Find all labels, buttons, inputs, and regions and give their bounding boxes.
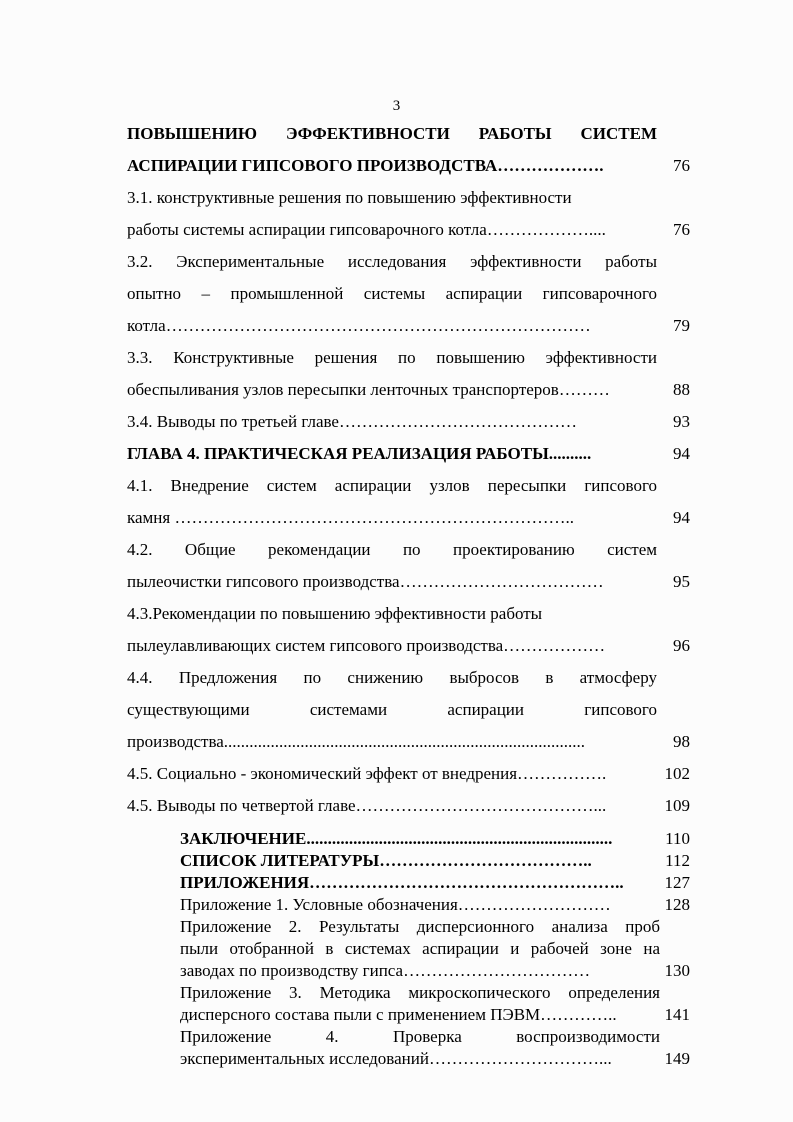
toc-entry-page: 95: [673, 572, 690, 591]
appendix-entry-text: пыли отобранной в системах аспирации и рабочей зоне на: [180, 939, 660, 958]
appendix-row: [180, 894, 690, 916]
toc-row: [127, 790, 690, 822]
appendix-row: [180, 1048, 690, 1070]
appendix-entry-page: 110: [665, 829, 690, 848]
toc-entry-text: работы системы аспирации гипсоварочного котла………………....: [127, 220, 606, 239]
toc-entry-text: 4.5. Социально - экономический эффект от внедрения…………….: [127, 764, 607, 783]
toc-entry-text: 4.2. Общие рекомендации по проектированию систем: [127, 540, 657, 559]
toc-row: [127, 118, 690, 150]
toc-entry-text: пылеочистки гипсового производства………………………………: [127, 572, 604, 591]
appendix-entry-text: экспериментальных исследований…………………………...: [180, 1049, 612, 1068]
toc-row: [127, 726, 690, 758]
toc-entry-text: камня ……………………………………………………………..: [127, 508, 574, 527]
toc-row: [127, 214, 690, 246]
toc-entry-text: 4.4. Предложения по снижению выбросов в атмосферу: [127, 668, 657, 687]
toc-entry-text: существующими системами аспирации гипсового: [127, 700, 657, 719]
toc-entry-text: котла…………………………………………………………………: [127, 316, 591, 335]
toc-row: [127, 246, 690, 278]
appendix-entry-page: 112: [665, 851, 690, 870]
toc-row: [127, 310, 690, 342]
appendix-entry-text: дисперсного состава пыли с применением ПЭВМ…………..: [180, 1005, 617, 1024]
toc-row: [127, 598, 690, 630]
toc-entry-page: 93: [673, 412, 690, 431]
toc-row: [127, 150, 690, 182]
appendix-row: [180, 982, 690, 1004]
toc-entry-page: 94: [673, 444, 690, 463]
toc-entry-text: опытно – промышленной системы аспирации гипсоварочного: [127, 284, 657, 303]
toc-entry-text: обеспыливания узлов пересыпки ленточных транспортеров………: [127, 380, 610, 399]
appendix-row: [180, 850, 690, 872]
appendix-entry-text: Приложение 2. Результаты дисперсионного анализа проб: [180, 917, 660, 936]
toc-entry-page: 76: [673, 220, 690, 239]
toc-entry-text: 4.5. Выводы по четвертой главе……………………………………...: [127, 796, 607, 815]
appendix-row: [180, 828, 690, 850]
appendix-row: [180, 1004, 690, 1026]
toc-entry-text: 3.2. Экспериментальные исследования эффективности работы: [127, 252, 657, 271]
appendix-row: [180, 872, 690, 894]
appendix-entry-page: 149: [664, 1049, 690, 1068]
toc-row: [127, 374, 690, 406]
page-number: 3: [392, 98, 401, 114]
toc-row: [127, 502, 690, 534]
appendix-entry-text: Приложение 4. Проверка воспроизводимости: [180, 1027, 660, 1046]
table-of-contents: [127, 118, 690, 822]
toc-entry-text: ПОВЫШЕНИЮ ЭФФЕКТИВНОСТИ РАБОТЫ СИСТЕМ: [127, 124, 657, 143]
toc-row: [127, 182, 690, 214]
appendix-entry-text: СПИСОК ЛИТЕРАТУРЫ………………………………..: [180, 851, 592, 870]
toc-entry-page: 94: [673, 508, 690, 527]
toc-row: [127, 566, 690, 598]
toc-entry-text: ГЛАВА 4. ПРАКТИЧЕСКАЯ РЕАЛИЗАЦИЯ РАБОТЫ..........: [127, 444, 592, 463]
toc-entry-page: 88: [673, 380, 690, 399]
toc-entry-page: 109: [664, 796, 690, 815]
appendix-entry-text: Приложение 3. Методика микроскопического определения: [180, 983, 660, 1002]
appendix-entry-text: заводах по производству гипса……………………………: [180, 961, 591, 980]
appendix-section: [180, 828, 690, 1070]
toc-entry-text: 3.4. Выводы по третьей главе……………………………………: [127, 412, 577, 431]
toc-entry-text: 4.1. Внедрение систем аспирации узлов пересыпки гипсового: [127, 476, 657, 495]
appendix-entry-text: ПРИЛОЖЕНИЯ………………………………………………..: [180, 873, 624, 892]
appendix-entry-page: 141: [664, 1005, 690, 1024]
toc-row: [127, 470, 690, 502]
toc-entry-page: 98: [673, 732, 690, 751]
appendix-entry-page: 128: [664, 895, 690, 914]
toc-row: [127, 342, 690, 374]
appendix-row: [180, 960, 690, 982]
appendix-entry-text: ЗАКЛЮЧЕНИЕ........................................................................: [180, 829, 613, 848]
toc-entry-text: 4.3.Рекомендации по повышению эффективности работы: [127, 604, 543, 623]
toc-entry-page: 102: [664, 764, 690, 783]
appendix-row: [180, 916, 690, 938]
appendix-row: [180, 938, 690, 960]
toc-row: [127, 758, 690, 790]
toc-entry-text: производства.....................................................................................: [127, 732, 586, 751]
appendix-entry-page: 127: [664, 873, 690, 892]
toc-entry-page: 96: [673, 636, 690, 655]
appendix-row: [180, 1026, 690, 1048]
toc-row: [127, 406, 690, 438]
toc-entry-page: 76: [673, 156, 690, 175]
toc-row: [127, 438, 690, 470]
toc-row: [127, 630, 690, 662]
toc-row: [127, 662, 690, 694]
toc-entry-text: пылеулавливающих систем гипсового производства………………: [127, 636, 606, 655]
appendix-entry-text: Приложение 1. Условные обозначения………………………: [180, 895, 611, 914]
toc-entry-text: АСПИРАЦИИ ГИПСОВОГО ПРОИЗВОДСТВА……………….: [127, 156, 604, 175]
toc-row: [127, 694, 690, 726]
toc-entry-text: 3.1. конструктивные решения по повышению эффективности: [127, 188, 572, 207]
toc-entry-page: 79: [673, 316, 690, 335]
toc-row: [127, 278, 690, 310]
toc-entry-text: 3.3. Конструктивные решения по повышению эффективности: [127, 348, 657, 367]
toc-row: [127, 534, 690, 566]
appendix-entry-page: 130: [664, 961, 690, 980]
